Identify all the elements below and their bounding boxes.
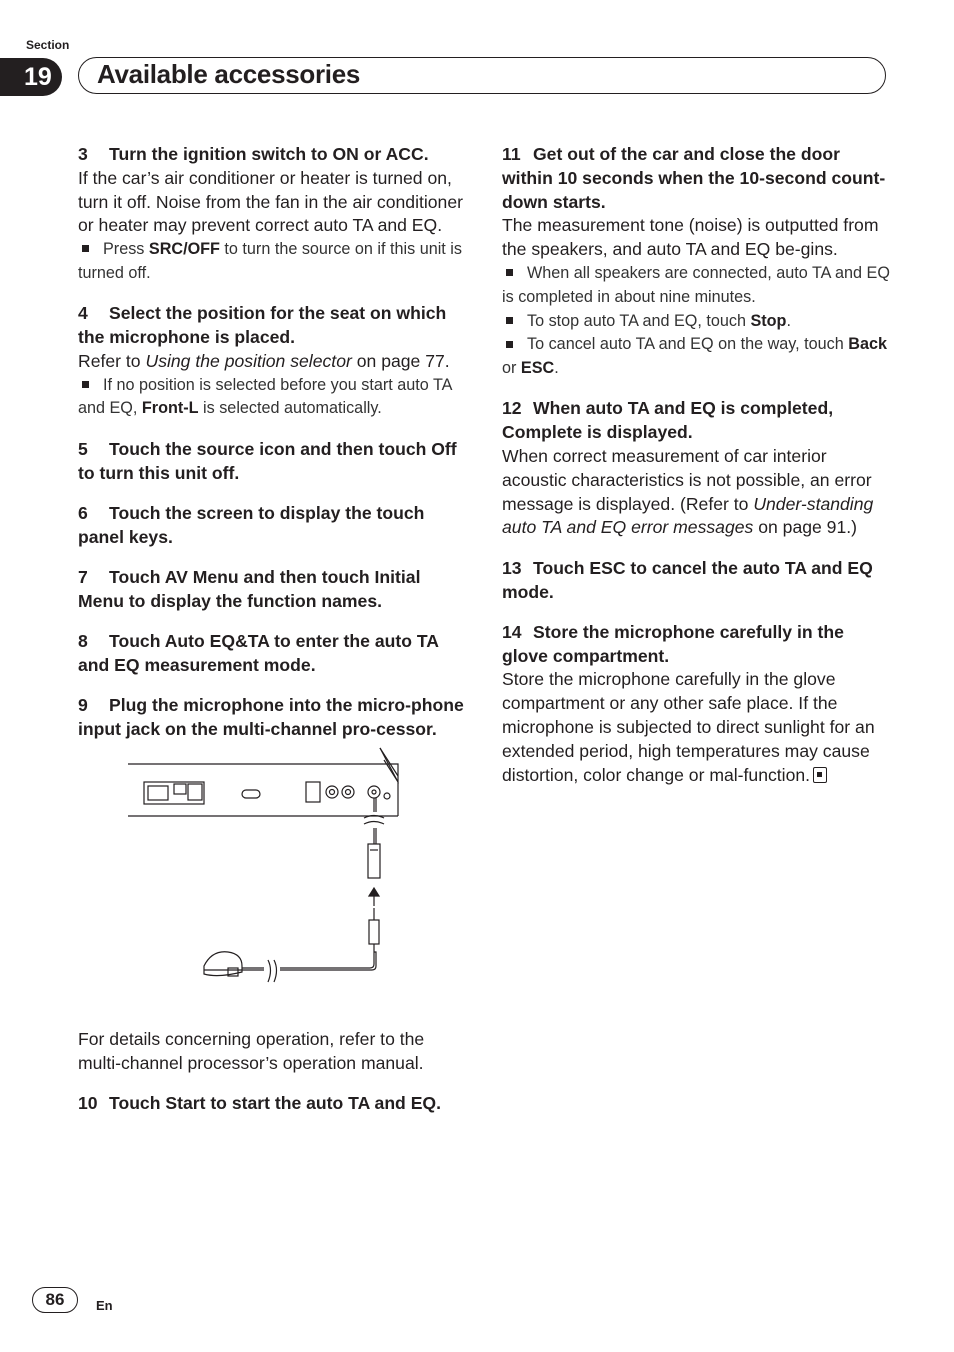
processor-microphone-diagram <box>78 746 466 1006</box>
step-heading <box>502 397 890 445</box>
body-text: Refer to <box>78 350 146 371</box>
bullet-text: To cancel auto TA and EQ on the way, touch <box>527 335 849 354</box>
right-column <box>502 143 890 804</box>
body-text: When correct measurement of car interior acoustic characteristics is not possible, an error message is displayed. (Refer to <box>502 446 872 514</box>
step-heading-text: Get out of the car and close the door within 10 seconds when the 10-second count-down starts. <box>502 144 886 212</box>
step-number: 7 <box>78 566 88 587</box>
bullet-keyword: Back <box>848 335 887 354</box>
language-code: En <box>96 1298 113 1313</box>
step-number: 14 <box>502 621 522 642</box>
step-number: 8 <box>78 631 88 652</box>
bullet-keyword: SRC/OFF <box>148 240 220 259</box>
step-heading-text: Touch the screen to display the touch panel keys. <box>78 502 425 547</box>
title-bar <box>78 57 886 94</box>
bullet-text: to turn the source on if this unit is turned off. <box>78 240 462 282</box>
step-4 <box>78 302 466 421</box>
cross-reference: Using the position selector <box>145 350 352 371</box>
rca-jack-icon <box>342 786 354 798</box>
step-body: The measurement tone (noise) is outputted from the speakers, and auto TA and EQ be-gins. <box>502 215 879 260</box>
step-heading <box>78 143 466 167</box>
bullet-note <box>78 374 466 422</box>
bullet-square-icon <box>506 269 513 276</box>
bullet-text: is selected automatically. <box>198 399 382 418</box>
jack-plate-icon <box>306 782 320 802</box>
step-9 <box>78 694 466 742</box>
figure-note <box>78 1028 466 1076</box>
section-label: Section <box>26 38 70 52</box>
figure-note-text: For details concerning operation, refer to the multi-channel processor’s operation manual. <box>78 1028 425 1073</box>
bullet-text: If no position is selected before you start auto TA and EQ, <box>78 375 452 418</box>
step-5 <box>78 438 466 486</box>
processor-unit-outline <box>128 760 398 782</box>
bullet-text: or <box>502 359 521 378</box>
step-number: 5 <box>78 438 88 459</box>
step-number: 13 <box>502 557 522 578</box>
step-number: 9 <box>78 695 88 716</box>
step-13 <box>502 557 890 605</box>
cross-reference: Under-standing auto TA and EQ error messages <box>502 493 874 538</box>
rca-jack-icon <box>326 786 338 798</box>
microphone-icon <box>204 952 242 976</box>
step-heading-text: Touch Auto EQ&TA to enter the auto TA and EQ measurement mode. <box>78 631 439 675</box>
step-7 <box>78 566 466 614</box>
step-10 <box>78 1092 466 1116</box>
step-heading <box>502 143 890 214</box>
step-heading <box>78 566 466 614</box>
step-body: If the car’s air conditioner or heater is turned on, turn it off. Noise from the fan in the air conditioner or heater may prevent correct auto TA and EQ. <box>78 167 463 236</box>
step-number: 12 <box>502 398 522 419</box>
small-switch-icon <box>242 790 260 798</box>
step-number: 11 <box>502 144 521 164</box>
step-number: 6 <box>78 502 88 523</box>
bullet-note <box>78 238 466 286</box>
bullet-note <box>502 262 890 310</box>
body-text: Store the microphone carefully in the glove compartment or any other safe place. If the microphone is subjected to direct sunlight for an extended period, high temperatures may cause distortion, color change or mal-function. <box>502 669 875 785</box>
bullet-text: . <box>554 359 559 378</box>
extension-socket-icon <box>368 844 380 878</box>
step-heading <box>78 630 466 678</box>
step-heading <box>78 1092 466 1116</box>
step-heading-text: When auto TA and EQ is completed, Complete is displayed. <box>502 398 834 443</box>
step-heading-text: Touch AV Menu and then touch Initial Menu to display the function names. <box>78 566 421 611</box>
step-heading <box>78 502 466 550</box>
bullet-text: To stop auto TA and EQ, touch <box>527 311 751 330</box>
step-body <box>502 668 890 787</box>
microphone-plug-icon <box>369 920 379 944</box>
step-heading <box>78 694 466 742</box>
step-heading <box>78 438 466 486</box>
bullet-keyword: ESC <box>520 359 555 378</box>
bullet-text: When all speakers are connected, auto TA and EQ is completed in about nine minutes. <box>502 263 890 306</box>
bullet-square-icon <box>506 341 513 348</box>
step-number: 4 <box>78 303 88 324</box>
step-12 <box>502 397 890 540</box>
step-heading-text: Turn the ignition switch to ON or ACC. <box>109 144 429 164</box>
step-heading-text: Touch the source icon and then touch Off to turn this unit off. <box>78 438 457 483</box>
step-3 <box>78 143 466 286</box>
mic-input-jack-icon <box>368 786 380 798</box>
step-6 <box>78 502 466 550</box>
bullet-note <box>502 333 890 381</box>
step-heading <box>78 302 466 350</box>
step-heading <box>502 557 890 605</box>
section-number-badge: 19 <box>0 58 62 96</box>
step-8 <box>78 630 466 678</box>
step-heading-text: Touch Start to start the auto TA and EQ. <box>109 1092 442 1113</box>
step-number: 10 <box>78 1092 98 1113</box>
step-14 <box>502 621 890 788</box>
bullet-square-icon <box>82 245 89 252</box>
bullet-square-icon <box>506 317 513 324</box>
step-number: 3 <box>78 144 88 164</box>
page-number: 86 <box>32 1287 78 1313</box>
bullet-note <box>502 310 890 334</box>
step-heading-text: Store the microphone carefully in the glove compartment. <box>502 621 844 666</box>
bullet-keyword: Front-L <box>141 399 199 418</box>
step-heading <box>502 621 890 669</box>
bullet-keyword: Stop <box>750 311 787 330</box>
microphone-connection-illustration <box>78 746 466 1006</box>
step-11 <box>502 143 890 381</box>
step-heading-text: Touch ESC to cancel the auto TA and EQ mode. <box>502 557 873 602</box>
step-body <box>78 350 466 374</box>
body-text: on page 91.) <box>753 517 858 538</box>
bullet-square-icon <box>82 381 89 388</box>
step-body <box>502 445 890 540</box>
step-heading-text: Select the position for the seat on which the microphone is placed. <box>78 303 447 348</box>
bullet-text: Press <box>103 240 149 259</box>
body-text: on page 77. <box>351 350 450 371</box>
page-title: Available accessories <box>97 59 361 89</box>
left-column <box>78 143 466 1132</box>
step-heading-text: Plug the microphone into the micro-phone input jack on the multi-channel pro-cessor. <box>78 695 464 739</box>
end-of-section-icon <box>813 767 827 783</box>
bullet-text: . <box>786 311 791 330</box>
